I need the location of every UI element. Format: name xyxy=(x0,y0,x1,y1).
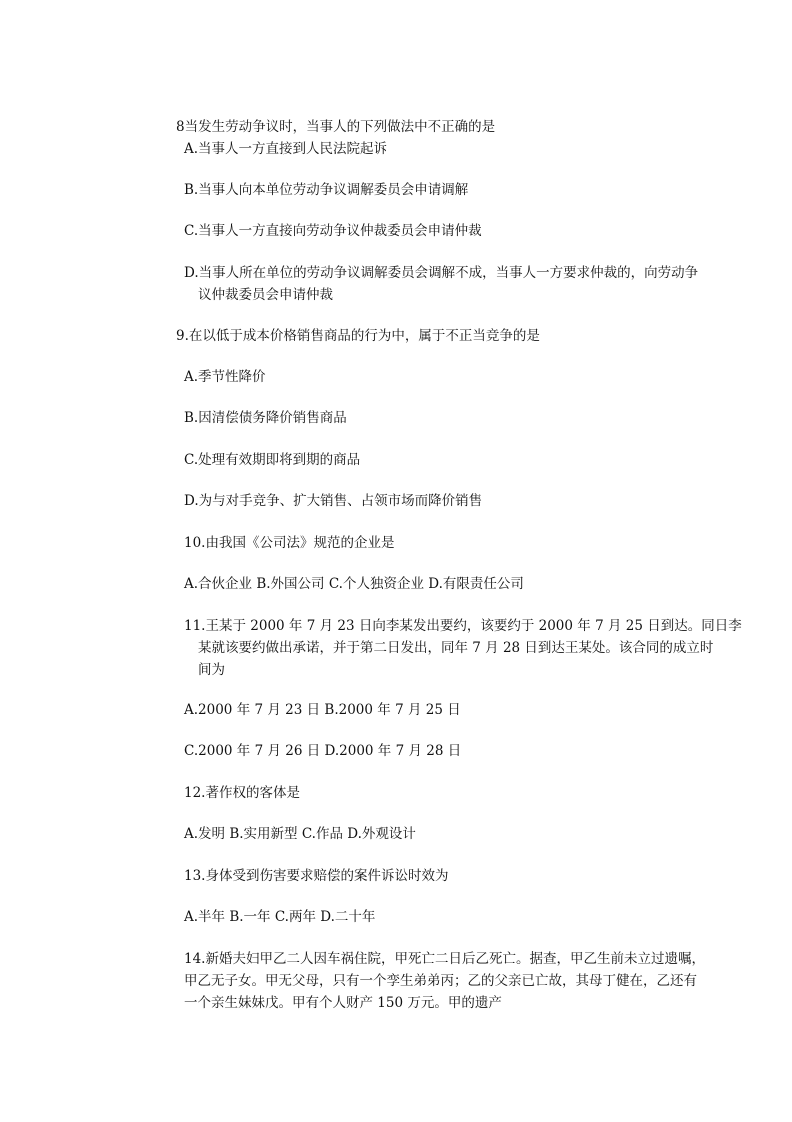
q9-option-a: A.季节性降价 xyxy=(184,369,266,385)
q9-option-c: C.处理有效期即将到期的商品 xyxy=(184,452,361,468)
q9-option-b: B.因清偿债务降价销售商品 xyxy=(184,410,347,426)
q11-stem-line3: 间为 xyxy=(198,662,225,678)
q11-stem-line1: 11.王某于 2000 年 7 月 23 日向李某发出要约，该要约于 2000 年 7 月 25 日到达。同日李 xyxy=(184,618,742,634)
q11-options-ab: A.2000 年 7 月 23 日 B.2000 年 7 月 25 日 xyxy=(184,702,461,718)
q14-stem-line1: 14.新婚夫妇甲乙二人因车祸住院，甲死亡二日后乙死亡。据查，甲乙生前未立过遗嘱， xyxy=(184,951,705,967)
q8-stem: 8当发生劳动争议时，当事人的下列做法中不正确的是 xyxy=(176,119,496,135)
q13-options: A.半年 B.一年 C.两年 D.二十年 xyxy=(184,909,376,925)
q13-stem: 13.身体受到伤害要求赔偿的案件诉讼时效为 xyxy=(184,868,449,884)
q8-option-d-line2: 议仲裁委员会申请仲裁 xyxy=(198,287,333,303)
q8-option-c: C.当事人一方直接向劳动争议仲裁委员会申请仲裁 xyxy=(184,223,482,239)
q10-stem: 10.由我国《公司法》规范的企业是 xyxy=(184,535,395,551)
q12-options: A.发明 B.实用新型 C.作品 D.外观设计 xyxy=(184,826,416,842)
q14-stem-line3: 一个亲生妹妹戊。甲有个人财产 150 万元。甲的遗产 xyxy=(184,995,502,1011)
q10-options: A.合伙企业 B.外国公司 C.个人独资企业 D.有限责任公司 xyxy=(184,576,524,592)
q8-option-a: A.当事人一方直接到人民法院起诉 xyxy=(184,141,388,157)
q9-stem: 9.在以低于成本价格销售商品的行为中，属于不正当竞争的是 xyxy=(176,328,540,344)
q11-stem-line2: 某就该要约做出承诺，并于第二日发出，同年 7 月 28 日到达王某处。该合同的成立时 xyxy=(198,640,714,656)
q9-option-d: D.为与对手竞争、扩大销售、占领市场而降价销售 xyxy=(184,493,483,509)
q11-options-cd: C.2000 年 7 月 26 日 D.2000 年 7 月 28 日 xyxy=(184,743,462,759)
q8-option-d-line1: D.当事人所在单位的劳动争议调解委员会调解不成，当事人一方要求仲裁的，向劳动争 xyxy=(184,265,699,281)
q8-option-b: B.当事人向本单位劳动争议调解委员会申请调解 xyxy=(184,182,469,198)
q14-stem-line2: 甲乙无子女。甲无父母，只有一个孪生弟弟丙；乙的父亲已亡故，其母丁健在，乙还有 xyxy=(184,973,697,989)
q12-stem: 12.著作权的客体是 xyxy=(184,785,300,801)
